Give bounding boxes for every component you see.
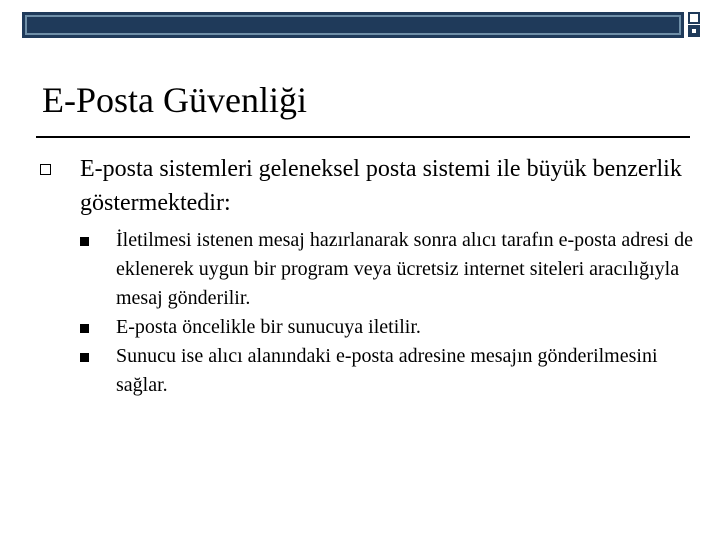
hollow-square-bullet-icon: [40, 164, 51, 175]
corner-decoration: [686, 12, 708, 38]
filled-square-bullet-icon: [80, 324, 89, 333]
top-decorative-bar: [22, 12, 684, 38]
decorative-band: [22, 12, 684, 38]
sub-bullet-text: İletilmesi istenen mesaj hazırlanarak sonra alıcı tarafın e-posta adresi de eklenerek uygun bir program veya ücretsiz internet siteleri aracılığıyla mesaj gönderilir.: [116, 229, 693, 309]
sub-bullet-text: E-posta öncelikle bir sunucuya iletilir.: [116, 316, 421, 338]
sub-bullet-item: [80, 342, 700, 400]
corner-square-icon: [688, 25, 700, 37]
filled-square-bullet-icon: [80, 237, 89, 246]
sub-bullet-item: [80, 313, 700, 342]
sub-bullet-list: [80, 226, 700, 400]
bullet-text: E-posta sistemleri geleneksel posta sistemi ile büyük benzerlik göstermektedir:: [80, 156, 682, 216]
sub-bullet-text: Sunucu ise alıcı alanındaki e-posta adresine mesajın gönderilmesini sağlar.: [116, 345, 658, 396]
title-divider: [36, 136, 690, 138]
bullet-level-1: [40, 152, 700, 220]
slide-title: E-Posta Güvenliği: [42, 80, 307, 120]
corner-square-icon: [688, 12, 700, 24]
filled-square-bullet-icon: [80, 353, 89, 362]
sub-bullet-item: [80, 226, 700, 313]
